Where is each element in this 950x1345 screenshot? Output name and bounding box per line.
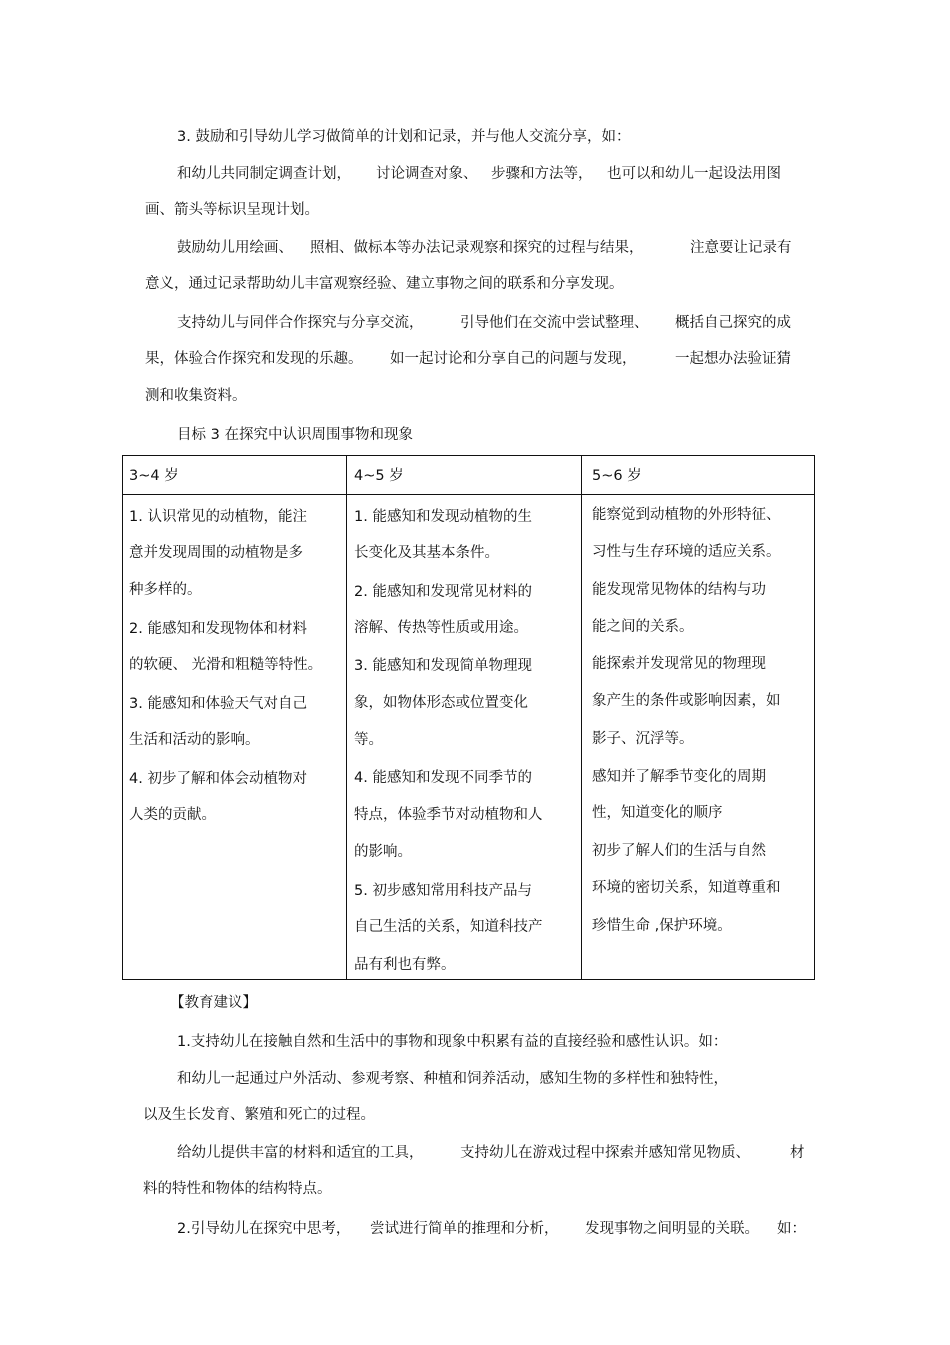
- item2-seg: 如：: [777, 1221, 806, 1237]
- header-cell: 5~6 岁: [582, 456, 815, 495]
- header-cell: 3~4 岁: [123, 456, 347, 495]
- p4-seg: 以及生长发育、繁殖和死亡的过程。: [143, 1107, 375, 1123]
- p2-seg: 照相、做标本等办法记录观察和探究的过程与结果，: [310, 240, 644, 256]
- p3-seg: 支持幼儿与同伴合作探究与分享交流，: [177, 315, 424, 331]
- p5-seg: 给幼儿提供丰富的材料和适宜的工具，: [177, 1145, 424, 1161]
- goal-title: 目标 3 在探究中认识周围事物和现象: [177, 427, 413, 443]
- p1-seg: 步骤和方法等，: [491, 166, 593, 182]
- col-4-5: 1. 能感知和发现动植物的生 长变化及其基本条件。 2. 能感知和发现常见材料的 溶解、传热等性质或用途。 3. 能感知和发现简单物理现 象，如物体形态或位置变化 等。 4. 能感知和发现不同季节的 特点，体验季节对动植物和人 的影响。 5. 初步感知常用科技产品与 自己生活的关系，知道科技产 品有利也有弊。: [347, 495, 582, 980]
- col-5-6: 能察觉到动植物的外形特征、 习性与生存环境的适应关系。 能发现常见物体的结构与功 能之间的关系。 能探索并发现常见的物理现 象产生的条件或影响因素，如 影子、沉浮等。 感知并了解季节变化的周期 性，知道变化的顺序 初步了解人们的生活与自然 环境的密切关系，知道尊重和 珍惜生命 ,保护环境。: [582, 495, 815, 980]
- goal-table: [122, 455, 815, 980]
- item2-seg: 尝试进行简单的推理和分析，: [370, 1221, 559, 1237]
- p2-seg: 意义，通过记录帮助幼儿丰富观察经验、建立事物之间的联系和分享发现。: [145, 276, 624, 292]
- p3-seg: 果，体验合作探究和发现的乐趣。: [145, 351, 363, 367]
- p2-seg: 鼓励幼儿用绘画、: [177, 240, 293, 256]
- item2-seg: 发现事物之间明显的关联。: [585, 1221, 759, 1237]
- p3-seg: 一起想办法验证猜: [675, 351, 791, 367]
- p3-seg: 测和收集资料。: [145, 388, 247, 404]
- p1-seg: 和幼儿共同制定调查计划，: [177, 166, 351, 182]
- p1-seg: 也可以和幼儿一起设法用图: [607, 166, 781, 182]
- p3-seg: 引导他们在交流中尝试整理、: [460, 315, 649, 331]
- table-header-row: [123, 456, 815, 495]
- p5-seg: 料的特性和物体的结构特点。: [143, 1181, 332, 1197]
- p4-seg: 和幼儿一起通过户外活动、参观考察、种植和饲养活动，感知生物的多样性和独特性，: [177, 1071, 728, 1087]
- item2-seg: 2.引导幼儿在探究中思考，: [177, 1221, 351, 1237]
- p5-seg: 材: [790, 1145, 805, 1161]
- edu-heading: 【教育建议】: [170, 995, 257, 1011]
- item3-line: 3. 鼓励和引导幼儿学习做简单的计划和记录，并与他人交流分享，如：: [177, 129, 631, 145]
- p2-seg: 注意要让记录有: [690, 240, 792, 256]
- col-3-4: 1. 认识常见的动植物，能注 意并发现周围的动植物是多 种多样的。 2. 能感知和发现物体和材料 的软硬、 光滑和粗糙等特性。 3. 能感知和体验天气对自己 生活和活动的影响。 4. 初步了解和体会动植物对 人类的贡献。: [123, 495, 347, 980]
- p3-seg: 概括自己探究的成: [675, 315, 791, 331]
- p5-seg: 支持幼儿在游戏过程中探索并感知常见物质、: [460, 1145, 750, 1161]
- header-cell: 4~5 岁: [347, 456, 582, 495]
- table-body-row: [123, 495, 815, 980]
- p1-seg: 画、箭头等标识呈现计划。: [145, 202, 319, 218]
- item1-line: 1.支持幼儿在接触自然和生活中的事物和现象中积累有益的直接经验和感性认识。如：: [177, 1034, 728, 1050]
- p1-seg: 讨论调查对象、: [376, 166, 478, 182]
- p3-seg: 如一起讨论和分享自己的问题与发现，: [390, 351, 637, 367]
